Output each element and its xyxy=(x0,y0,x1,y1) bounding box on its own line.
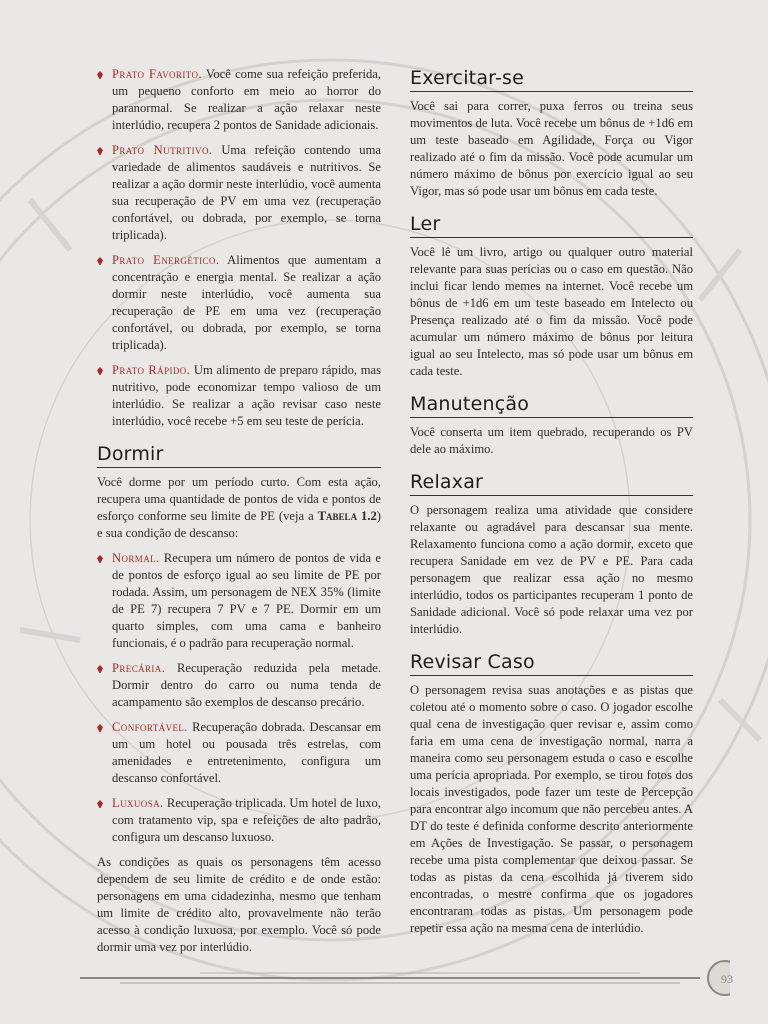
section-body: Você sai para correr, puxa ferros ou treina seus movimentos de luta. Você recebe um bônus de +1d6 em um teste baseado em Agilidade, Força ou Vigor realizado até o fim da missão. Você pode acumular um número máximo de bônus por exercício igual ao seu Vigor, mas só pode usar um bônus em cada teste. xyxy=(410,99,693,198)
bullet-marker-icon xyxy=(97,800,103,808)
left-column xyxy=(97,66,381,964)
page-number: 93 xyxy=(721,972,733,986)
rest-condition-bullets xyxy=(97,550,381,846)
dormir-closing: As condições as quais os personagens têm acesso dependem de seu limite de crédito e de onde estão: personagens em uma cidadezinha, mesmo que tenham um limite de crédito alto, provavelmente não terão acesso à condição luxuosa, por exemplo. Você só pode dormir uma vez por interlúdio. xyxy=(97,855,381,954)
bullet-text: Alimentos que aumentam a concentração e energia mental. Se realizar a ação dormir neste interlúdio, você aumenta sua recuperação de PE em uma vez (recuperação confortável, ou dobrada, por exemplo, se torna triplicada). xyxy=(112,253,381,352)
section-body: O personagem revisa suas anotações e as pistas que coletou até o momento sobre o caso. O jogador escolhe qual cena de investigação quer revisar e, assim como faria em uma cena de investigação normal, narra a maneira como seu personagem estuda o caso e escolhe uma perícia apropriada. Por exemplo, se tirou fotos dos locais investigados, pode fazer um teste de Percepção para encontrar algo incomum que não percebeu antes. A DT do teste é definida conforme descrito anteriormente em Ações de Investigação. Se passar, o personagem recebe uma pista complementar que deixou passar. Se todas as pistas da cena escolhida já tiverem sido encontradas, o mestre confirma que os jogadores encontraram todas as pistas. Um personagem pode repetir essa ação na mesma cena de interlúdio. xyxy=(410,683,693,935)
bullet-text: Recuperação triplicada. Um hotel de luxo, com tratamento vip, spa e refeições de alto padrão, configura um descanso luxuoso. xyxy=(112,796,381,844)
section-heading: Exercitar-se xyxy=(410,66,693,92)
bullet-item xyxy=(97,66,381,134)
dormir-intro: Você dorme por um período curto. Com esta ação, recupera uma quantidade de pontos de vida e pontos de esforço conforme seu limite de PE (veja a Tabela 1.2) e sua condição de descanso: xyxy=(97,475,381,540)
bullet-marker-icon xyxy=(97,665,103,673)
right-column xyxy=(410,66,693,945)
bullet-term: Prato Energético. xyxy=(112,253,220,267)
bullet-term: Prato Rápido. xyxy=(112,363,191,377)
bullet-term: Luxuosa. xyxy=(112,796,164,810)
bullet-marker-icon xyxy=(97,724,103,732)
section-heading: Ler xyxy=(410,212,693,238)
bullet-marker-icon xyxy=(97,555,103,563)
bullet-item xyxy=(97,550,381,652)
bullet-text: Recupera um número de pontos de vida e de pontos de esforço igual ao seu limite de PE por rodada. Assim, um personagem de NEX 35% (limite de PE 7) recupera 7 PV e 7 PE. Dormir em um quarto simples, com uma cama e banheiro funcionais, é o padrão para recuperação normal. xyxy=(112,551,381,650)
bullet-text: Uma refeição contendo uma variedade de alimentos saudáveis e nutritivos. Se realizar a ação dormir neste interlúdio, você aumenta sua recuperação de PV em uma vez (recuperação confortável, ou dobrada, por exemplo, se torna triplicada). xyxy=(112,143,381,242)
dormir-heading: Dormir xyxy=(97,442,381,468)
section-body: Você lê um livro, artigo ou qualquer outro material relevante para suas perícias ou o caso em questão. Não inclui ficar lendo memes na internet. Você recebe um bônus de +1d6 em um teste baseado em Intelecto ou Presença realizado até o fim da missão. Você pode acumular um número máximo de bônus por leitura igual ao seu Intelecto, mas só pode usar um bônus em cada teste. xyxy=(410,245,693,378)
section-body: Você conserta um item quebrado, recuperando os PV dele ao máximo. xyxy=(410,425,693,456)
food-bullets xyxy=(97,66,381,430)
bullet-text: Você come sua refeição preferida, um pequeno conforto em meio ao horror do paranormal. Se realizar a ação relaxar neste interlúdio, recupera 2 pontos de Sanidade adicionais. xyxy=(112,67,381,132)
bullet-term: Prato Nutritivo. xyxy=(112,143,213,157)
bullet-term: Precária. xyxy=(112,661,166,675)
bullet-item xyxy=(97,142,381,244)
bullet-item xyxy=(97,719,381,787)
bullet-marker-icon xyxy=(97,147,103,155)
bullet-item xyxy=(97,795,381,846)
bullet-text: Um alimento de preparo rápido, mas nutritivo, pode economizar tempo valioso de um interlúdio. Se realizar a ação revisar caso neste interlúdio, você recebe +5 em seu teste de perícia. xyxy=(112,363,381,428)
bullet-term: Confortável. xyxy=(112,720,188,734)
section-body: O personagem realiza uma atividade que considere relaxante ou agradável para descansar sua mente. Relaxamento funciona como a ação dormir, exceto que recupera Sanidade em vez de PV e PE. Para cada personagem que realizar essa ação no mesmo interlúdio, todos os participantes recuperam 1 ponto de Sanidade adicional. Você só pode relaxar uma vez por interlúdio. xyxy=(410,503,693,636)
bullet-item xyxy=(97,252,381,354)
bullet-marker-icon xyxy=(97,367,103,375)
bullet-item xyxy=(97,362,381,430)
footer-ornament xyxy=(80,960,730,1000)
section-heading: Revisar Caso xyxy=(410,650,693,676)
section-heading: Relaxar xyxy=(410,470,693,496)
bullet-text: Recuperação dobrada. Descansar em um um hotel ou pousada três estrelas, com amenidades e entretenimento, configura um descanso confortável. xyxy=(112,720,381,785)
bullet-marker-icon xyxy=(97,71,103,79)
bullet-term: Prato Favorito. xyxy=(112,67,202,81)
bullet-text: Recuperação reduzida pela metade. Dormir dentro do carro ou numa tenda de acampamento são exemplos de descanso precário. xyxy=(112,661,381,709)
table-reference: Tabela 1.2 xyxy=(317,509,377,523)
bullet-item xyxy=(97,660,381,711)
bullet-term: Normal. xyxy=(112,551,160,565)
bullet-marker-icon xyxy=(97,257,103,265)
section-heading: Manutenção xyxy=(410,392,693,418)
